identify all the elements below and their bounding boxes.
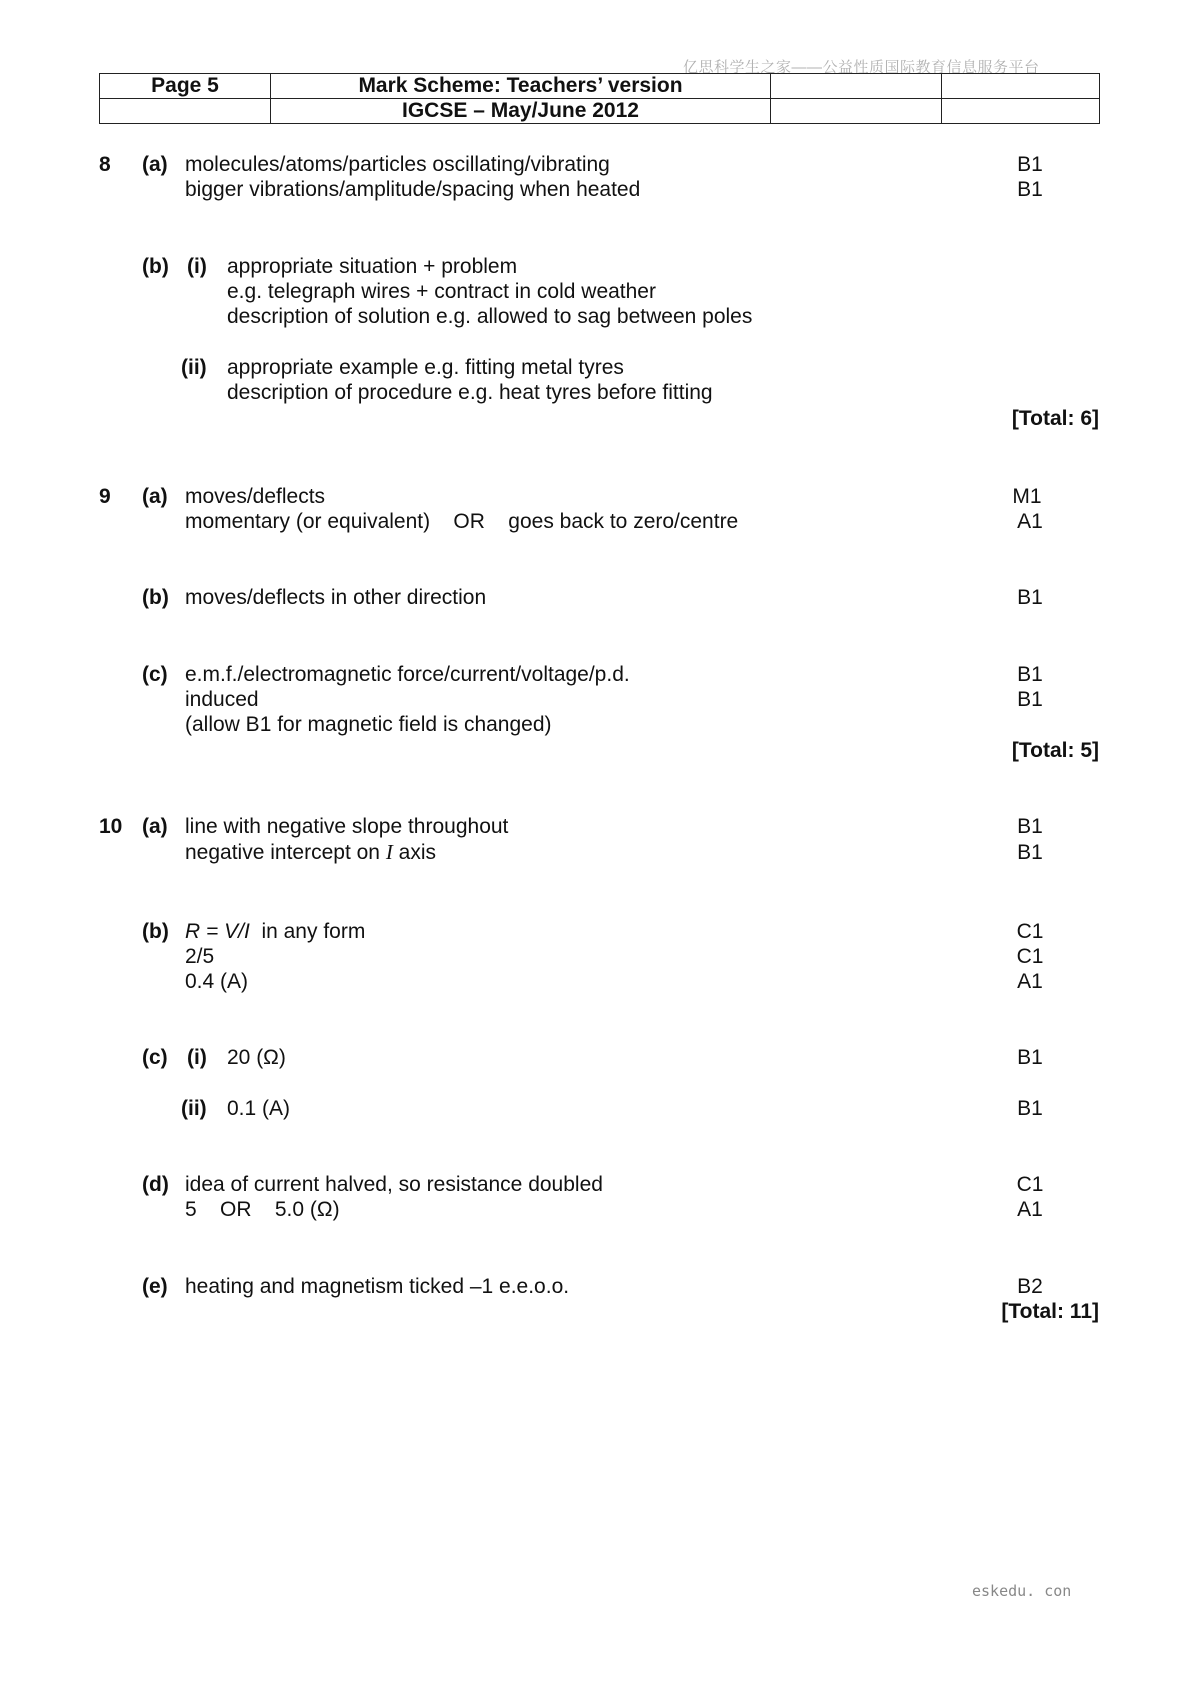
part-label: (b)	[142, 586, 169, 609]
mark: B1	[1017, 688, 1043, 711]
mark: B1	[1017, 841, 1043, 864]
mark: A1	[1017, 1198, 1043, 1221]
header-empty-cell	[942, 99, 1100, 124]
subpart-label: (i)	[187, 255, 207, 278]
answer-line: appropriate situation + problem	[227, 255, 518, 278]
header-empty-cell	[771, 99, 942, 124]
answer-line: momentary (or equivalent) OR goes back to zero/centre	[185, 510, 739, 533]
answer-line: 0.4 (A)	[185, 970, 249, 993]
mark: B1	[1017, 663, 1043, 686]
question-number: 10	[99, 815, 123, 838]
answer-line	[185, 842, 436, 863]
watermark-bottom: eskedu. con	[972, 1582, 1072, 1600]
part-label: (d)	[142, 1173, 169, 1196]
mark: C1	[1016, 1173, 1044, 1196]
mark: B1	[1017, 178, 1043, 201]
answer-line: 0.1 (A)	[227, 1097, 291, 1120]
answer-text: negative intercept on	[185, 841, 386, 864]
answer-line: (allow B1 for magnetic field is changed)	[185, 713, 552, 736]
part-label: (c)	[142, 663, 168, 686]
mark: C1	[1016, 945, 1044, 968]
header-empty-cell	[771, 74, 942, 99]
mark: B1	[1017, 1046, 1043, 1069]
mark: M1	[1012, 485, 1042, 508]
answer-line: line with negative slope throughout	[185, 815, 509, 838]
subpart-label: (ii)	[181, 356, 207, 379]
answer-line: molecules/atoms/particles oscillating/vibrating	[185, 153, 610, 176]
answer-line	[185, 921, 365, 942]
mark: A1	[1017, 510, 1043, 533]
total-marks: [Total: 6]	[1011, 407, 1099, 430]
answer-line: induced	[185, 688, 259, 711]
part-label: (b)	[142, 255, 169, 278]
part-label: (c)	[142, 1046, 168, 1069]
part-label: (e)	[142, 1275, 168, 1298]
part-label: (a)	[142, 815, 168, 838]
answer-line: 2/5	[185, 945, 215, 968]
header-page: Page 5	[100, 74, 271, 99]
mark: B1	[1017, 815, 1043, 838]
answer-line: description of solution e.g. allowed to sag between poles	[227, 305, 753, 328]
answer-line: moves/deflects	[185, 485, 326, 508]
question-number: 8	[99, 153, 111, 176]
answer-line: e.g. telegraph wires + contract in cold weather	[227, 280, 656, 303]
answer-line: appropriate example e.g. fitting metal tyres	[227, 356, 624, 379]
header-subtitle: IGCSE – May/June 2012	[271, 99, 771, 124]
subpart-label: (ii)	[181, 1097, 207, 1120]
header-empty-cell	[100, 99, 271, 124]
part-label: (a)	[142, 485, 168, 508]
answer-line: idea of current halved, so resistance doubled	[185, 1173, 603, 1196]
header-title: Mark Scheme: Teachers’ version	[271, 74, 771, 99]
mark: B2	[1017, 1275, 1043, 1298]
answer-line: 5 OR 5.0 (Ω)	[185, 1198, 340, 1221]
answer-line: moves/deflects in other direction	[185, 586, 487, 609]
mark: B1	[1017, 153, 1043, 176]
answer-line: description of procedure e.g. heat tyres before fitting	[227, 381, 713, 404]
watermark-top: 亿思科学生之家——公益性质国际教育信息服务平台	[683, 59, 1040, 76]
subpart-label: (i)	[187, 1046, 207, 1069]
answer-text: axis	[392, 841, 436, 864]
mark: C1	[1016, 920, 1044, 943]
mark: A1	[1017, 970, 1043, 993]
answer-line: bigger vibrations/amplitude/spacing when heated	[185, 178, 641, 201]
answer-text: in any form	[249, 920, 366, 943]
total-marks: [Total: 11]	[1001, 1300, 1099, 1323]
part-label: (b)	[142, 920, 169, 943]
part-label: (a)	[142, 153, 168, 176]
answer-line: heating and magnetism ticked –1 e.e.o.o.	[185, 1275, 570, 1298]
total-marks: [Total: 5]	[1011, 739, 1099, 762]
answer-line: 20 (Ω)	[227, 1046, 286, 1069]
page-header-table	[99, 73, 1100, 124]
mark: B1	[1017, 1097, 1043, 1120]
formula: R = V/I	[185, 920, 250, 943]
header-empty-cell	[942, 74, 1100, 99]
mark: B1	[1017, 586, 1043, 609]
variable-symbol: I	[385, 840, 393, 864]
question-number: 9	[99, 485, 111, 508]
answer-line: e.m.f./electromagnetic force/current/voltage/p.d.	[185, 663, 630, 686]
